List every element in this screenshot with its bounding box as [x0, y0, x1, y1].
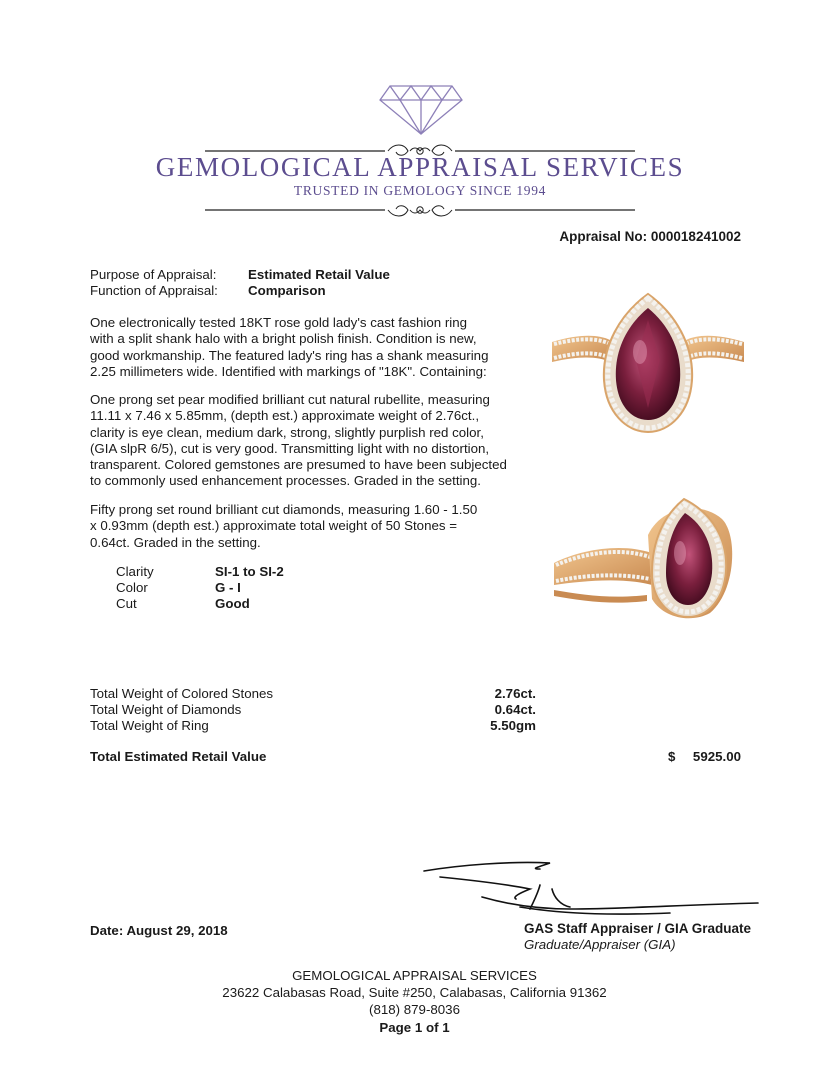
description-line: transparent. Colored gemstones are presumed to have been subjected [90, 457, 507, 473]
description-line: Fifty prong set round brilliant cut diamonds, measuring 1.60 - 1.50 [90, 502, 478, 517]
total-diamonds-value: 0.64ct. [494, 702, 536, 717]
spec-color-value: G - I [215, 580, 241, 595]
total-colored-stones-label: Total Weight of Colored Stones [90, 686, 274, 701]
date-label: Date: [90, 923, 124, 938]
description-line: clarity is eye clean, medium dark, strong, slightly purplish red color, [90, 424, 484, 440]
total-ring-weight-label: Total Weight of Ring [90, 718, 209, 733]
grand-total-label: Total Estimated Retail Value [90, 749, 267, 764]
description-paragraph-2 [90, 392, 530, 490]
spec-clarity-value: SI-1 to SI-2 [215, 564, 284, 579]
total-colored-stones-value: 2.76ct. [494, 686, 536, 701]
spec-clarity-label: Clarity [116, 564, 154, 579]
ring-side-view-image [552, 495, 742, 625]
description-line: (GIA slpR 6/5), cut is very good. Transmitting light with no distortion, [90, 440, 490, 456]
purpose-label: Purpose of Appraisal: [90, 267, 217, 282]
function-value: Comparison [248, 283, 326, 298]
function-label: Function of Appraisal: [90, 283, 218, 298]
description-line: 2.25 millimeters wide. Identified with markings of "18K". Containing: [90, 363, 487, 379]
description-line: 0.64ct. Graded in the setting. [90, 534, 261, 550]
appraisal-number-label: Appraisal No: [559, 229, 648, 244]
spec-cut-value: Good [215, 596, 250, 611]
description-line: to commonly used enhancement processes. Graded in the setting. [90, 473, 481, 489]
brand-tagline: TRUSTED IN GEMOLOGY SINCE 1994 [293, 183, 547, 198]
description-line: One prong set pear modified brilliant cut natural rubellite, measuring [90, 392, 490, 407]
total-ring-weight-value: 5.50gm [490, 718, 536, 733]
appraisal-date [90, 923, 228, 938]
spec-color-label: Color [116, 580, 148, 595]
description-line: 11.11 x 7.46 x 5.85mm, (depth est.) approximate weight of 2.76ct., [90, 408, 480, 424]
footer-phone: (818) 879-8036 [369, 1002, 460, 1017]
spec-cut-label: Cut [116, 596, 137, 611]
description-paragraph-1 [90, 315, 530, 380]
footer-address: 23622 Calabasas Road, Suite #250, Calabasas, California 91362 [222, 985, 607, 1000]
appraiser-title: GAS Staff Appraiser / GIA Graduate [524, 921, 752, 936]
appraisal-number [559, 229, 741, 244]
description-line: with a split shank halo with a bright polish finish. Condition is new, [90, 331, 477, 347]
ring-front-view-image [548, 290, 748, 440]
total-diamonds-label: Total Weight of Diamonds [90, 702, 242, 717]
footer-company: GEMOLOGICAL APPRAISAL SERVICES [292, 968, 537, 983]
grand-total-currency: $ [668, 749, 676, 764]
grand-total-value: 5925.00 [692, 749, 741, 764]
ornament-rule-bottom [205, 199, 635, 221]
date-value: August 29, 2018 [126, 923, 228, 938]
appraiser-signature-image [420, 855, 760, 925]
description-paragraph-3 [90, 502, 530, 551]
description-line: One electronically tested 18KT rose gold lady's cast fashion ring [90, 315, 468, 330]
description-line: x 0.93mm (depth est.) approximate total weight of 50 Stones = [90, 518, 457, 534]
appraisal-number-value: 000018241002 [650, 229, 741, 244]
purpose-value: Estimated Retail Value [248, 267, 390, 282]
appraiser-subtitle: Graduate/Appraiser (GIA) [524, 937, 676, 952]
description-line: good workmanship. The featured lady's ring has a shank measuring [90, 347, 489, 363]
footer-page-number: Page 1 of 1 [379, 1020, 450, 1035]
brand-name: GEMOLOGICAL APPRAISAL SERVICES [155, 152, 685, 182]
diamond-logo-icon [378, 84, 464, 136]
